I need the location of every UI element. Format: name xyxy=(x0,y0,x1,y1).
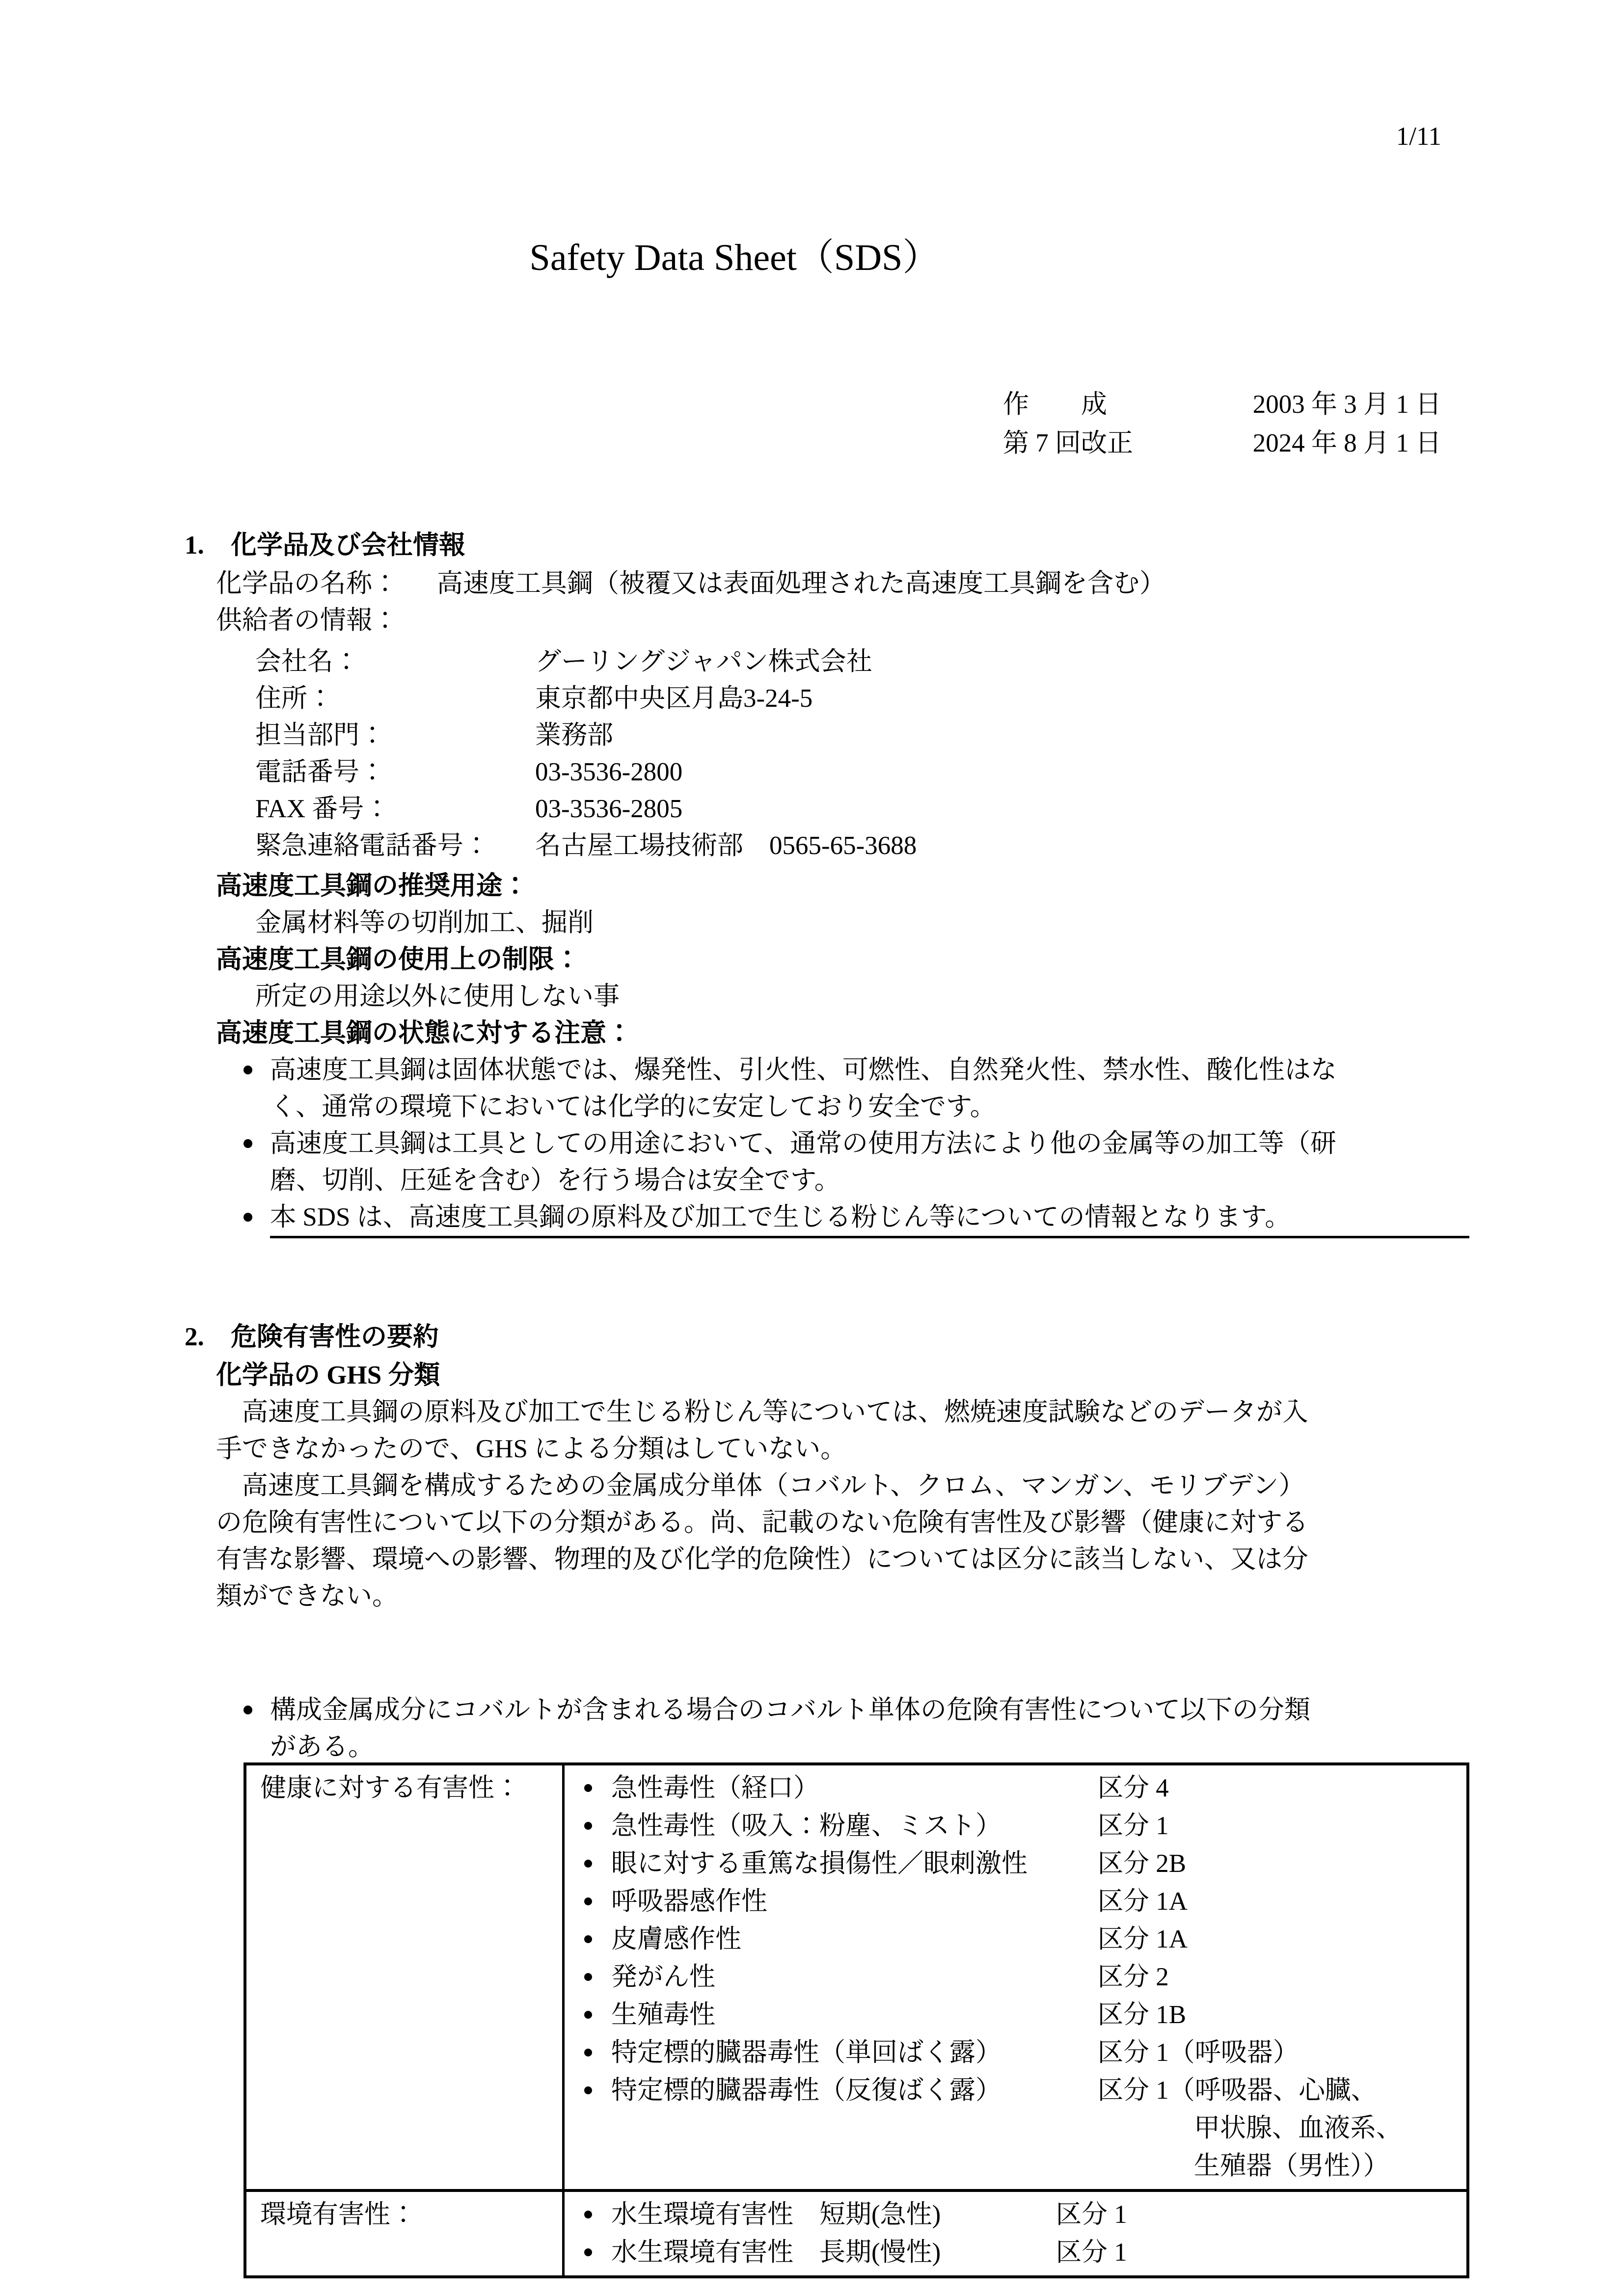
cobalt-line-2: がある。 xyxy=(270,1733,374,1761)
cobalt-line-1: 構成金属成分にコバルトが含まれる場合のコバルト単体の危険有害性について以下の分類 xyxy=(270,1696,1310,1724)
table-row xyxy=(565,1958,1466,1996)
company-value: グーリングジャパン株式会社 xyxy=(535,647,872,676)
ghs-classification-heading: 化学品の GHS 分類 xyxy=(216,1361,440,1389)
use-restriction-value: 所定の用途以外に使用しない事 xyxy=(255,982,620,1011)
recommended-use-value: 金属材料等の切削加工、掘削 xyxy=(255,908,594,937)
hazard-classification: 区分 1A xyxy=(1097,1925,1188,1953)
supplier-info-block xyxy=(0,643,1469,864)
state-caution-heading: 高速度工具鋼の状態に対する注意： xyxy=(216,1019,632,1047)
hazard-classification: 区分 1B xyxy=(1097,2001,1187,2029)
emergency-label: 緊急連絡電話番号： xyxy=(255,831,489,860)
environment-category-cell: 環境有害性： xyxy=(246,2192,565,2275)
table-row xyxy=(565,1883,1466,1921)
bullet-icon xyxy=(565,1921,611,1943)
bullet-icon xyxy=(565,1996,611,2019)
caution-3-text: 本 SDS は、高速度工具鋼の原料及び加工で生じる粉じん等についての情報となります。 xyxy=(270,1199,1469,1238)
environment-items-cell xyxy=(565,2192,1466,2275)
product-name-label: 化学品の名称： xyxy=(216,569,398,598)
caution-item-3 xyxy=(243,1199,1469,1238)
hazard-name: 呼吸器感作性 xyxy=(611,1887,767,1916)
department-value: 業務部 xyxy=(535,721,613,749)
classification-line: 甲状腺、血液系、 xyxy=(1194,2114,1402,2142)
fax-value: 03-3536-2805 xyxy=(535,795,683,823)
section2-heading xyxy=(185,1319,1469,1356)
caution-1-line-1: 高速度工具鋼は固体状態では、爆発性、引火性、可燃性、自然発火性、禁水性、酸化性はな xyxy=(270,1056,1337,1084)
classification-line: 生殖器（男性）） xyxy=(1194,2152,1389,2180)
table-row-environment xyxy=(246,2189,1466,2275)
bullet-icon xyxy=(565,2196,611,2218)
phone-value: 03-3536-2800 xyxy=(535,758,683,786)
ghs-p2-line-3: 有害な影響、環境への影響、物理的及び化学的危険性）については区分に該当しない、又は分 xyxy=(216,1545,1308,1574)
page-number: 1/11 xyxy=(1396,122,1441,151)
table-row-health xyxy=(246,1765,1466,2189)
table-row xyxy=(565,2072,1466,2185)
table-row xyxy=(565,2034,1466,2072)
hazard-classification: 区分 1 xyxy=(1097,1812,1169,1840)
revised-date: 2024 年 8 月 1 日 xyxy=(1252,429,1441,457)
bullet-icon xyxy=(243,1125,270,1199)
address-label: 住所： xyxy=(255,684,333,713)
recommended-use-heading: 高速度工具鋼の推奨用途： xyxy=(216,872,528,900)
bullet-icon xyxy=(565,1807,611,1830)
fax-label: FAX 番号： xyxy=(255,795,390,823)
company-label: 会社名： xyxy=(255,647,359,676)
caution-1-line-2: く、通常の環境下においては化学的に安定しており安全です。 xyxy=(270,1093,996,1121)
classification-line: 区分 1（呼吸器、心臓、 xyxy=(1097,2076,1377,2105)
hazard-name: 特定標的臓器毒性（単回ばく露） xyxy=(611,2038,1001,2067)
ghs-paragraph-2 xyxy=(216,1468,1469,1615)
table-row xyxy=(565,1845,1466,1883)
product-name-value: 高速度工具鋼（被覆又は表面処理された高速度工具鋼を含む） xyxy=(437,569,1165,598)
section1-heading xyxy=(185,527,1469,564)
use-restriction-heading: 高速度工具鋼の使用上の制限： xyxy=(216,945,580,974)
table-row xyxy=(565,1921,1466,1958)
caution-2-line-2: 磨、切削、圧延を含む）を行う場合は安全です。 xyxy=(270,1166,840,1195)
section1-number: 1. xyxy=(185,531,204,560)
section1-title: 化学品及び会社情報 xyxy=(231,531,465,560)
table-row xyxy=(565,2196,1466,2234)
section2-title: 危険有害性の要約 xyxy=(231,1323,439,1351)
ghs-p2-line-2: の危険有害性について以下の分類がある。尚、記載のない危険有害性及び影響（健康に対する xyxy=(216,1508,1308,1537)
bullet-icon xyxy=(565,2072,611,2094)
supplier-row-fax xyxy=(255,791,1469,828)
hazard-classification: 区分 2B xyxy=(1097,1849,1187,1878)
bullet-icon xyxy=(565,2234,611,2256)
bullet-icon xyxy=(565,1883,611,1905)
hazard-classification: 区分 1 xyxy=(1055,2238,1127,2267)
supplier-row-address xyxy=(255,680,1469,717)
emergency-value: 名古屋工場技術部 0565-65-3688 xyxy=(535,831,917,860)
bullet-icon xyxy=(243,1199,270,1238)
ghs-p1-line-1: 高速度工具鋼の原料及び加工で生じる粉じん等については、燃焼速度試験などのデータが入 xyxy=(216,1398,1308,1426)
caution-1-text xyxy=(270,1052,1469,1125)
hazard-name: 急性毒性（吸入：粉塵、ミスト） xyxy=(611,1812,1001,1840)
bullet-icon xyxy=(565,1845,611,1868)
hazard-name: 眼に対する重篤な損傷性／眼刺激性 xyxy=(611,1849,1028,1878)
revised-row xyxy=(1003,424,1441,463)
phone-label: 電話番号： xyxy=(255,758,385,786)
ghs-classification-table xyxy=(243,1762,1469,2278)
caution-item-1 xyxy=(243,1052,1469,1125)
hazard-classification: 区分 1（呼吸器） xyxy=(1097,2038,1299,2067)
hazard-name: 急性毒性（経口） xyxy=(611,1774,819,1802)
hazard-name: 水生環境有害性 短期(急性) xyxy=(611,2200,941,2229)
hazard-classification: 区分 4 xyxy=(1097,1774,1169,1802)
ghs-p2-line-1: 高速度工具鋼を構成するための金属成分単体（コバルト、クロム、マンガン、モリブデン） xyxy=(216,1471,1305,1500)
table-row xyxy=(565,1769,1466,1807)
hazard-name: 皮膚感作性 xyxy=(611,1925,741,1953)
supplier-row-department xyxy=(255,717,1469,754)
supplier-row-company xyxy=(255,643,1469,680)
revision-block xyxy=(1003,385,1441,463)
hazard-classification: 区分 1A xyxy=(1097,1887,1188,1916)
table-row xyxy=(565,1996,1466,2034)
cobalt-bullet xyxy=(243,1692,1469,1765)
supplier-heading: 供給者の情報： xyxy=(216,606,398,635)
hazard-classification xyxy=(1097,2072,1466,2185)
supplier-row-emergency xyxy=(255,828,1469,864)
revised-label: 第 7 回改正 xyxy=(1003,429,1133,457)
department-label: 担当部門： xyxy=(255,721,385,749)
health-items-cell xyxy=(565,1765,1466,2189)
cobalt-bullet-text xyxy=(270,1692,1469,1765)
created-date: 2003 年 3 月 1 日 xyxy=(1252,390,1441,419)
caution-2-text xyxy=(270,1125,1469,1199)
created-row xyxy=(1003,385,1441,424)
caution-2-line-1: 高速度工具鋼は工具としての用途において、通常の使用方法により他の金属等の加工等（研 xyxy=(270,1129,1336,1158)
hazard-name: 特定標的臓器毒性（反復ばく露） xyxy=(611,2076,1001,2105)
hazard-name: 発がん性 xyxy=(611,1963,715,1991)
bullet-icon xyxy=(565,1958,611,1981)
hazard-name: 生殖毒性 xyxy=(611,2001,715,2029)
hazard-classification: 区分 1 xyxy=(1055,2200,1127,2229)
created-label: 作 成 xyxy=(1003,390,1107,419)
section2-number: 2. xyxy=(185,1323,204,1351)
ghs-paragraph-1 xyxy=(216,1394,1469,1468)
supplier-row-phone xyxy=(255,754,1469,791)
bullet-icon xyxy=(243,1692,270,1765)
product-name-row xyxy=(216,565,1469,602)
health-category-cell: 健康に対する有害性： xyxy=(246,1765,565,2189)
caution-item-2 xyxy=(243,1125,1469,1199)
bullet-icon xyxy=(565,1769,611,1792)
bullet-icon xyxy=(243,1052,270,1125)
ghs-p2-line-4: 類ができない。 xyxy=(216,1582,398,1610)
bullet-icon xyxy=(565,2034,611,2056)
ghs-p1-line-2: 手できなかったので、GHS による分類はしていない。 xyxy=(216,1435,847,1463)
hazard-name: 水生環境有害性 長期(慢性) xyxy=(611,2238,941,2267)
table-row xyxy=(565,2234,1466,2271)
hazard-classification: 区分 2 xyxy=(1097,1963,1169,1991)
address-value: 東京都中央区月島3‐24‐5 xyxy=(535,684,813,713)
table-row xyxy=(565,1807,1466,1845)
document-title: Safety Data Sheet（SDS） xyxy=(529,237,940,278)
